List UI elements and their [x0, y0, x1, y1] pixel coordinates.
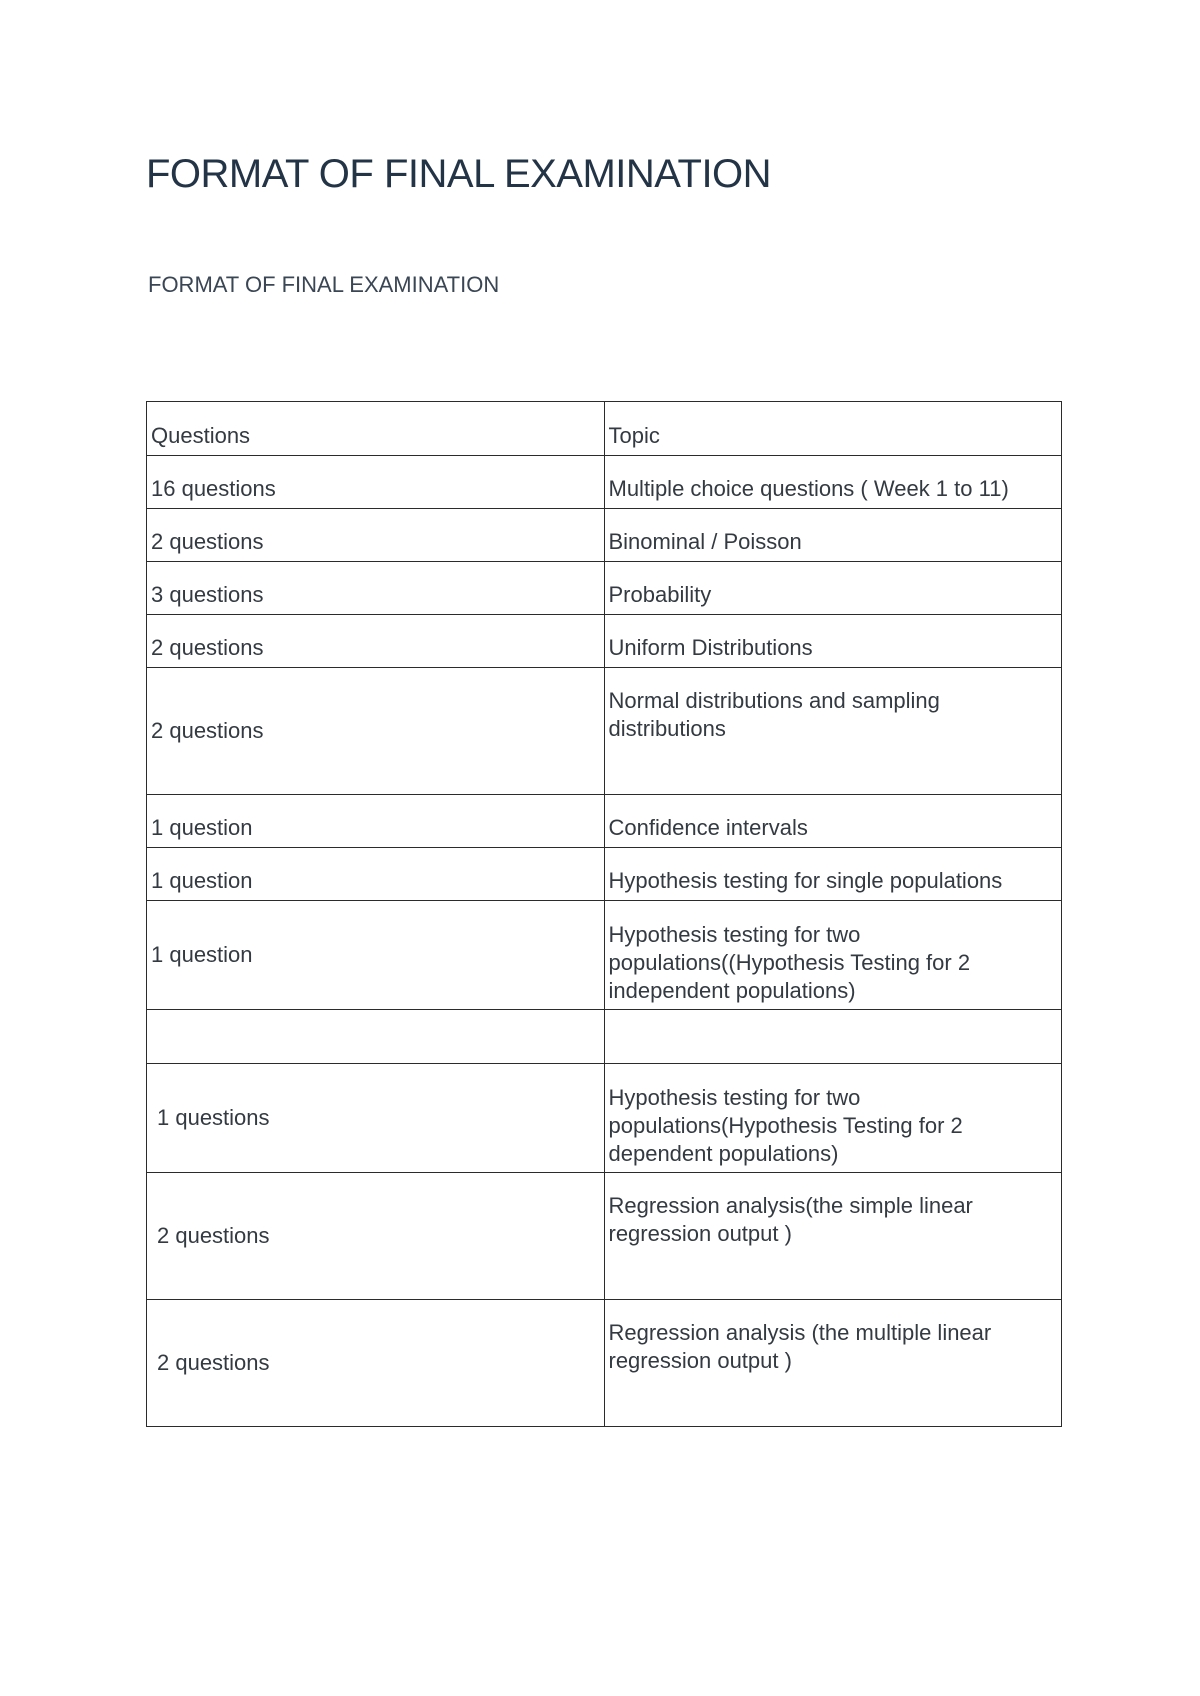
- table-row: [147, 562, 1062, 615]
- questions-cell: 2 questions: [147, 509, 605, 562]
- topic-cell: Regression analysis (the multiple linear regression output ): [604, 1300, 1062, 1427]
- table-row: [147, 668, 1062, 795]
- topic-cell: Uniform Distributions: [604, 615, 1062, 668]
- topic-cell: Probability: [604, 562, 1062, 615]
- table-row: [147, 795, 1062, 848]
- header-topic: Topic: [604, 402, 1062, 456]
- table-header-row: [147, 402, 1062, 456]
- topic-cell: Normal distributions and sampling distributions: [604, 668, 1062, 795]
- questions-cell: 2 questions: [147, 615, 605, 668]
- questions-cell: 1 question: [147, 795, 605, 848]
- questions-cell: 1 question: [147, 901, 605, 1010]
- questions-cell: 1 questions: [147, 1064, 605, 1173]
- document-title: FORMAT OF FINAL EXAMINATION: [146, 152, 772, 196]
- topic-cell: Multiple choice questions ( Week 1 to 11): [604, 456, 1062, 509]
- table-row: [147, 456, 1062, 509]
- table-row: [147, 509, 1062, 562]
- table-row: [147, 848, 1062, 901]
- exam-format-table: [146, 401, 1062, 1427]
- questions-cell: 2 questions: [147, 1300, 605, 1427]
- table-row: [147, 901, 1062, 1010]
- questions-cell: 16 questions: [147, 456, 605, 509]
- table-row: [147, 1010, 1062, 1064]
- questions-cell: 3 questions: [147, 562, 605, 615]
- questions-cell: 1 question: [147, 848, 605, 901]
- topic-cell: Hypothesis testing for single populations: [604, 848, 1062, 901]
- table-row: [147, 615, 1062, 668]
- table-row: [147, 1064, 1062, 1173]
- topic-cell: Binominal / Poisson: [604, 509, 1062, 562]
- topic-cell: Confidence intervals: [604, 795, 1062, 848]
- topic-cell: Hypothesis testing for two populations((Hypothesis Testing for 2 independent populations): [604, 901, 1062, 1010]
- table-row: [147, 1300, 1062, 1427]
- questions-cell: 2 questions: [147, 1173, 605, 1300]
- document-subtitle: FORMAT OF FINAL EXAMINATION: [148, 272, 500, 297]
- table-row: [147, 1173, 1062, 1300]
- questions-cell: [147, 1010, 605, 1064]
- questions-cell: 2 questions: [147, 668, 605, 795]
- topic-cell: Regression analysis(the simple linear regression output ): [604, 1173, 1062, 1300]
- header-questions: Questions: [147, 402, 605, 456]
- topic-cell: Hypothesis testing for two populations(Hypothesis Testing for 2 dependent populations): [604, 1064, 1062, 1173]
- topic-cell: [604, 1010, 1062, 1064]
